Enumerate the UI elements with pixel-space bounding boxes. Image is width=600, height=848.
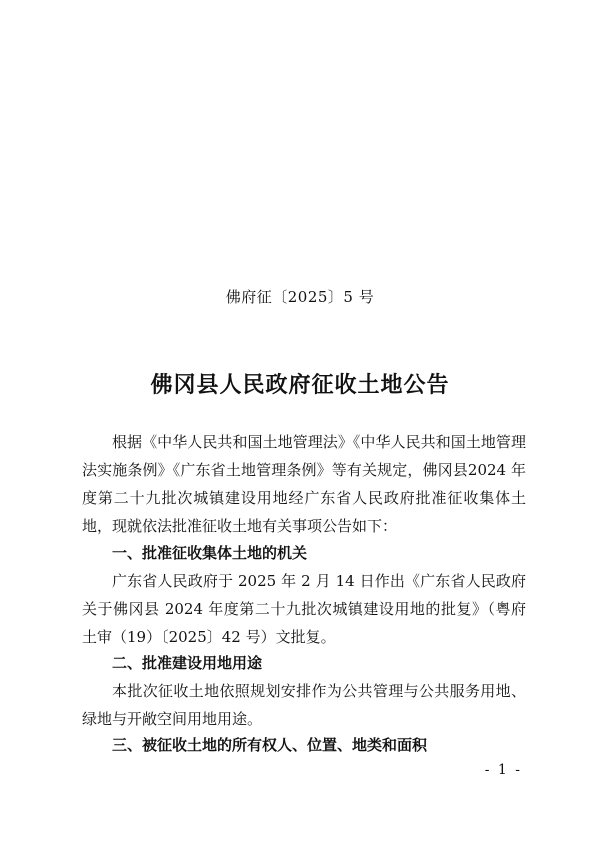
intro-paragraph: 根据《中华人民共和国土地管理法》《中华人民共和国土地管理法实施条例》《广东省土地管理条例》等有关规定，佛冈县2024 年度第二十九批次城镇建设用地经广东省人民政府批准征收集体土地，现就依法批准征收土地有关事项公告如下： [82, 433, 526, 535]
section-heading-2: 二、批准建设用地用途 [112, 654, 263, 672]
document-number: 佛府征〔2025〕5 号 [225, 288, 375, 306]
section-body-2: 本批次征收土地依照规划安排作为公共管理与公共服务用地、绿地与开敞空间用地用途。 [82, 682, 526, 728]
section-body-1: 广东省人民政府于 2025 年 2 月 14 日作出《广东省人民政府关于佛冈县 2024 年度第二十九批次城镇建设用地的批复》（粤府土审（19）〔2025〕42 号）文批复。 [82, 572, 526, 646]
section-heading-3: 三、被征收土地的所有权人、位置、地类和面积 [112, 736, 428, 754]
section-heading-1: 一、批准征收集体土地的机关 [112, 544, 308, 562]
page-number: - 1 - [484, 762, 522, 778]
document-title: 佛冈县人民政府征收土地公告 [150, 372, 450, 398]
